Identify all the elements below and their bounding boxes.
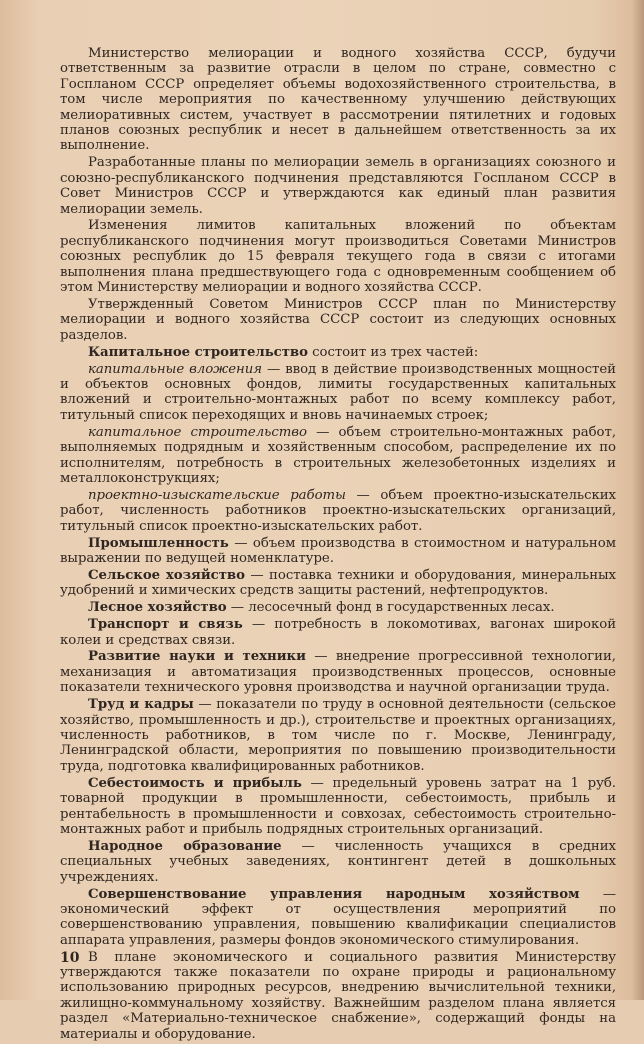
section-management: Совершенствование управления народным хозяйством — экономический эффект от осуществления мероприятий по совершенствованию управления, повышению квалификации специалистов аппарата управления, размеры фондов экономического стимулирования. [60, 886, 616, 948]
paragraph: Изменения лимитов капитальных вложений по объектам республиканского подчинения могут производиться Советами Министров союзных республик до 15 февраля текущего года в связи с итогами выполнения плана предшествующего года с одновременным сообщением об этом Министерству мелиорации и водного хозяйства СССР. [60, 218, 616, 296]
section-heading: Транспорт и связь [88, 617, 243, 633]
paragraph: В плане экономического и социального развития Министерству утверждаются также показатели по охране природы и рациональному использованию природных ресурсов, внедрению вычислительной техники, жилищно-коммунальному хозяйству. Важнейшим разделом плана является раздел «Материально-техническое снабжение», содержащий фонды на материалы и оборудование. [60, 949, 616, 1042]
section-heading: Совершенствование управления народным хозяйством [88, 886, 580, 902]
section-heading: Развитие науки и техники [88, 649, 306, 665]
paragraph: Министерство мелиорации и водного хозяйства СССР, будучи ответственным за развитие отрасли в целом по стране, совместно с Госпланом СССР определяет объемы водохозяйственного строительства, в том числе мероприятия по качественному улучшению действующих мелиоративных систем, участвует в рассмотрении пятилетних и годовых планов союзных республик и несет в дальнейшем ответственность за их выполнение. [60, 46, 616, 154]
subsection-capital-investments: капитальные вложения — ввод в действие производственных мощностей и объектов основных фондов, лимиты государственных капитальных вложений и строительно-монтажных работ по всему комплексу работ, титульный список переходящих и вновь начинаемых строек; [60, 361, 616, 423]
section-transport: Транспорт и связь — потребность в локомотивах, вагонах широкой колеи и средствах связи. [60, 617, 617, 648]
section-education: Народное образование — численность учащихся в средних специальных учебных заведениях, контингент детей в дошкольных учреждениях. [60, 838, 616, 885]
subsection-capital-construction: капитальное строительство — объем строительно-монтажных работ, выполняемых подрядным и хозяйственным способом, распределение их по исполнителям, потребность в строительных железобетонных изделиях и металлоконструкциях; [60, 424, 616, 486]
paragraph: Утвержденный Советом Министров СССР план по Министерству мелиорации и водного хозяйства СССР состоит из следующих основных разделов. [60, 297, 616, 343]
section-labor: Труд и кадры — показатели по труду в основной деятельности (сельское хозяйство, промышленность и др.), строительстве и проектных организациях, численность работников, в том числе по г. Москве, Ленинграду, Ленинградской области, мероприятия по повышению производительности труда, подготовка квалифицированных работников. [60, 697, 616, 774]
paragraph: Разработанные планы по мелиорации земель в организациях союзного и союзно-республиканского подчинения представляются Госпланом СССР в Совет Министров СССР и утверждаются как единый план развития мелиорации земель. [60, 155, 616, 217]
page-number: 10 [60, 950, 80, 966]
subsection-design-survey: проектно-изыскательские работы — объем проектно-изыскательских работ, численность работников проектно-изыскательских организаций, титульный список проектно-изыскательских работ. [60, 487, 617, 534]
section-heading: Себестоимость и прибыль [88, 775, 302, 791]
section-heading: Промышленность [88, 535, 229, 551]
subsection-heading: капитальные вложения [88, 361, 263, 377]
subsection-heading: капитальное строительство [88, 424, 307, 440]
section-heading: Лесное хозяйство [88, 600, 227, 616]
section-industry: Промышленность — объем производства в стоимостном и натуральном выражении по ведущей номенклатуре. [60, 535, 616, 566]
section-cost-profit: Себестоимость и прибыль — предельный уровень затрат на 1 руб. товарной продукции в промышленности, себестоимость, прибыль и рентабельность в промышленности и совхозах, себестоимость строительно-монтажных работ и прибыль подрядных строительных организаций. [60, 775, 616, 837]
section-science: Развитие науки и техники — внедрение прогрессивной технологии, механизация и автоматизация производственных процессов, основные показатели технического уровня производства и научной организации труда. [60, 649, 616, 696]
section-heading: Сельское хозяйство [88, 567, 245, 583]
section-heading: Народное образование [88, 838, 282, 854]
section-forestry: Лесное хозяйство — лесосечный фонд в государственных лесах. [88, 600, 555, 616]
page-edge-shadow [632, 0, 644, 1000]
section-heading: Труд и кадры [88, 697, 194, 713]
section-capital-construction: Капитальное строительство состоит из трех частей: [88, 344, 479, 360]
section-agriculture: Сельское хозяйство — поставка техники и оборудования, минеральных удобрений и химических средств защиты растений, нефтепродуктов. [60, 567, 616, 599]
section-heading: Капитальное строительство [88, 344, 308, 360]
subsection-heading: проектно-изыскательские работы [88, 487, 346, 503]
page-body [60, 46, 616, 1044]
